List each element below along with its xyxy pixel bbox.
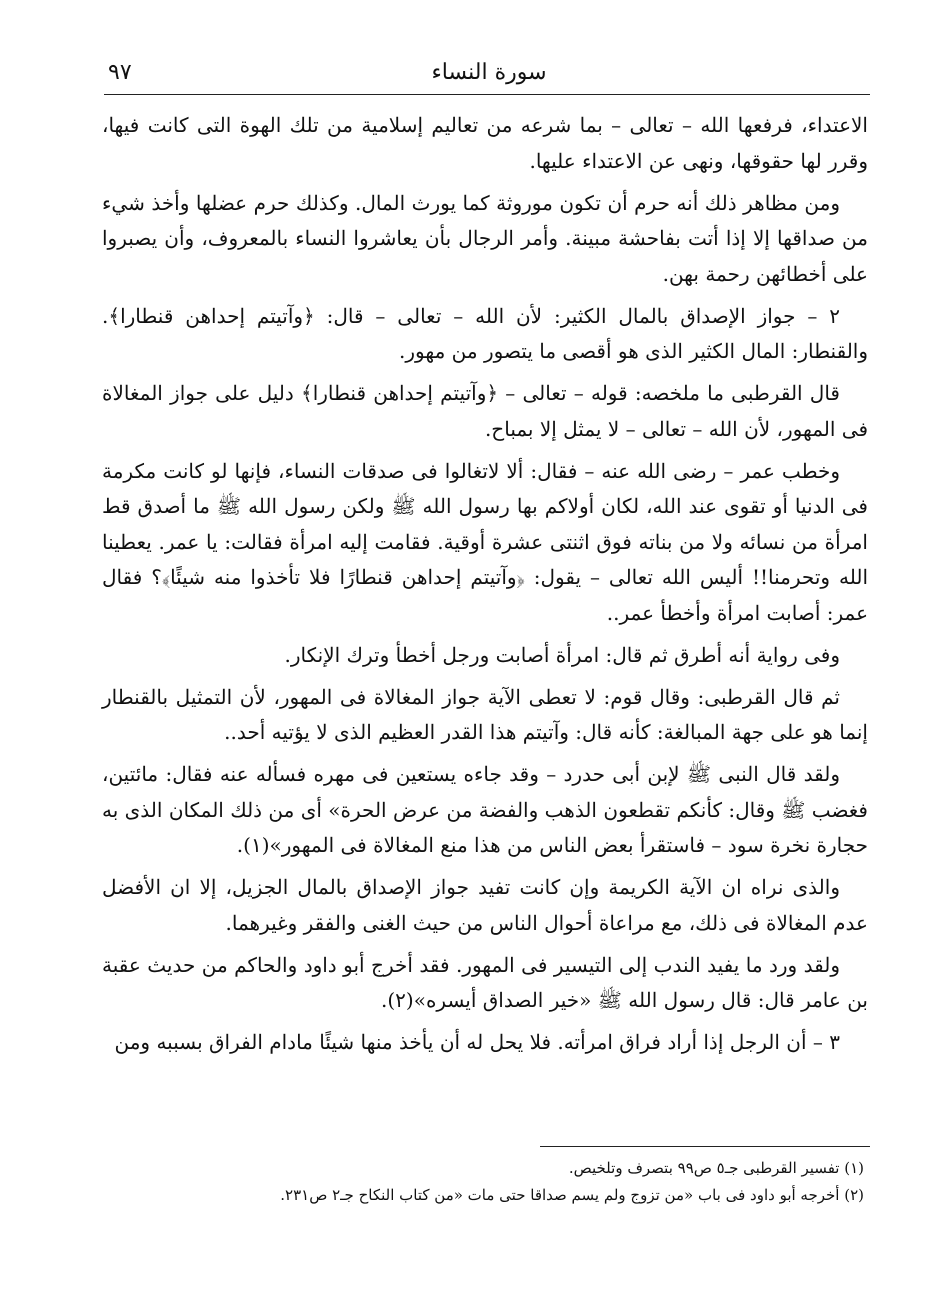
paragraph: ولقد قال النبى ﷺ لإبن أبى حدرد – وقد جاءه يستعين فى مهره فسأله عنه فقال: مائتين، فغضب ﷺ وقال: كأنكم تقطعون الذهب والفضة من عرض الحرة» أى من ذلك المكان الذى به حجارة نخرة سود – فاستقرأ بعض الناس من هذا منع المغالاة فى المهور»(١).	[102, 762, 868, 857]
page-header	[108, 58, 870, 94]
page-number: ٩٧	[108, 60, 132, 85]
paragraph: وخطب عمر – رضى الله عنه – فقال: ألا لاتغالوا فى صدقات النساء، فإنها لو كانت مكرمة فى الدنيا أو تقوى عند الله، لكان أولاكم بها رسول الله ﷺ ولكن رسول الله ﷺ ما أصدق قط امرأة من نسائه ولا من بناته فوق اثنتى عشرة أوقية. فقامت إليه امرأة فقالت: يا عمر. يعطينا الله وتحرمنا!! أليس الله تعالى – يقول: ﴿وآتيتم إحداهن قنطارًا فلا تأخذوا منه شيئًا﴾؟ فقال عمر: أصابت امرأة وأخطأ عمر..	[102, 458, 868, 625]
surah-title: سورة النساء	[431, 60, 547, 85]
header-rule	[104, 94, 870, 95]
paragraph: والذى نراه ان الآية الكريمة وإن كانت تفيد جواز الإصداق بالمال الجزيل، إلا ان الأفضل عدم المغالاة فى ذلك، مع مراعاة أحوال الناس من حيث الغنى والفقر وغيرهما.	[102, 875, 868, 935]
paragraph: ثم قال القرطبى: وقال قوم: لا تعطى الآية جواز المغالاة فى المهور، لأن التمثيل بالقنطار إنما هو على جهة المبالغة: كأنه قال: وآتيتم هذا القدر العظيم الذى لا يؤتيه أحد..	[102, 684, 868, 744]
paragraph: ٢ – جواز الإصداق بالمال الكثير: لأن الله – تعالى – قال: ﴿وآتيتم إحداهن قنطارا﴾. والقنطار: المال الكثير الذى هو أقصى ما يتصور من مهور.	[102, 303, 868, 363]
footnotes	[112, 1155, 864, 1209]
footnote-rule	[540, 1146, 870, 1147]
paragraph: قال القرطبى ما ملخصه: قوله – تعالى – ﴿وآتيتم إحداهن قنطارا﴾ دليل على جواز المغالاة فى المهور، لأن الله – تعالى – لا يمثل إلا بمباح.	[102, 381, 868, 441]
paragraph: ٣ – أن الرجل إذا أراد فراق امرأته. فلا يحل له أن يأخذ منها شيئًا مادام الفراق بسببه ومن	[114, 1030, 840, 1054]
paragraph: وفى رواية أنه أطرق ثم قال: امرأة أصابت ورجل أخطأ وترك الإنكار.	[284, 642, 840, 667]
paragraph: الاعتداء، فرفعها الله – تعالى – بما شرعه من تعاليم إسلامية من تلك الهوة التى كانت فيها، وقرر لها حقوقها، ونهى عن الاعتداء عليها.	[102, 113, 868, 173]
paragraph: ولقد ورد ما يفيد الندب إلى التيسير فى المهور. فقد أخرج أبو داود والحاكم من حديث عقبة بن عامر قال: قال رسول الله ﷺ «خير الصداق أيسره»(٢).	[102, 952, 868, 1012]
footnote: (٢) أخرجه أبو داود فى باب «من تزوج ولم يسم صداقا حتى مات «من كتاب النكاح جـ٢ ص٢٣١.	[280, 1186, 864, 1204]
main-text	[102, 108, 868, 1067]
footnote: (١) تفسير القرطبى جـ٥ ص٩٩ بتصرف وتلخيص.	[568, 1159, 864, 1177]
paragraph: ومن مظاهر ذلك أنه حرم أن تكون موروثة كما يورث المال. وكذلك حرم عضلها وأخذ شيء من صداقها إلا إذا أتت بفاحشة مبينة. وأمر الرجال بأن يعاشروا النساء بالمعروف، وأن يصبروا على أخطائهن رحمة بهن.	[102, 190, 868, 286]
